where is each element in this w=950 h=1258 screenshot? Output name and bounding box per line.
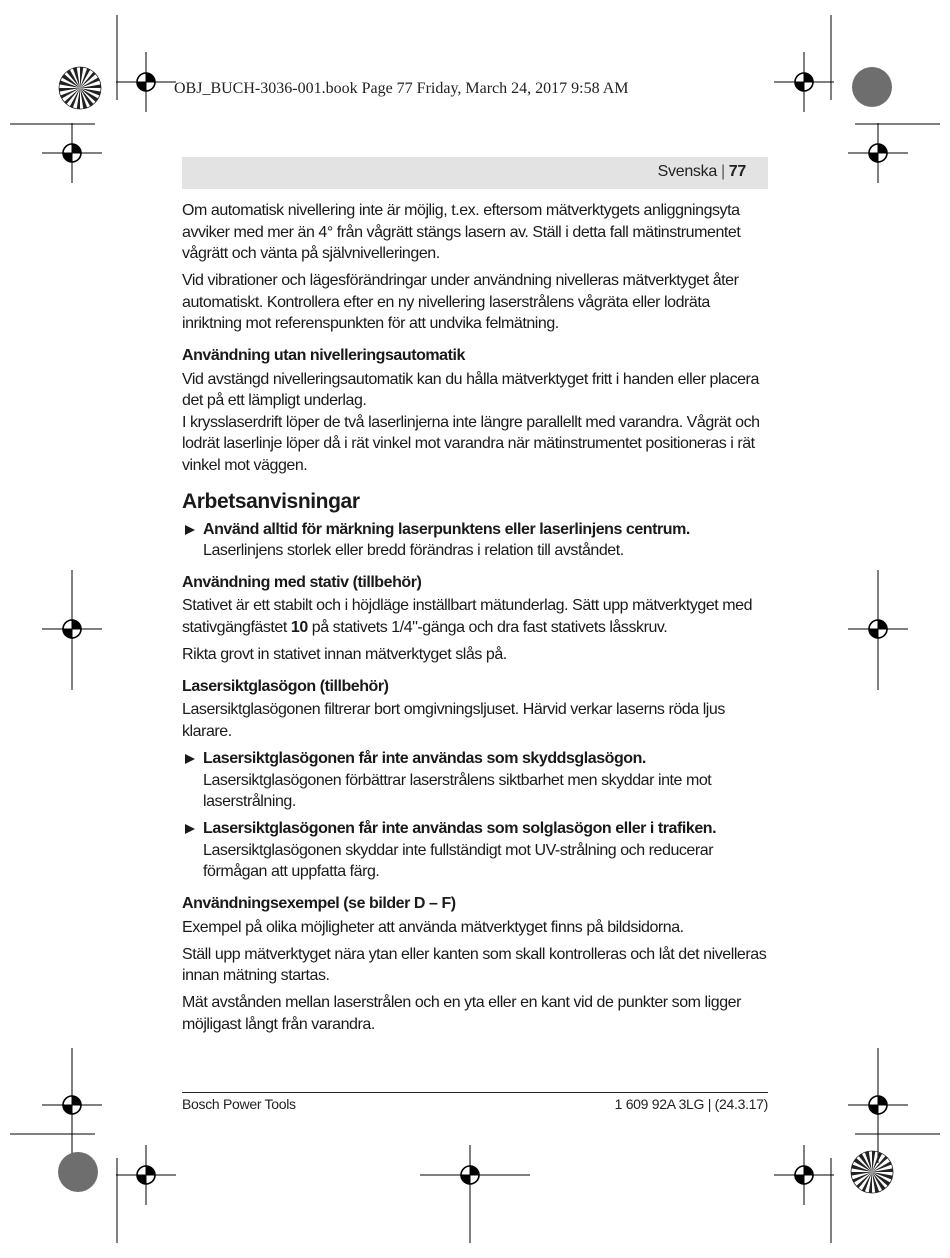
tripod-ref-number: 10: [290, 619, 308, 636]
footer-doc-id: 1 609 92A 3LG | (24.3.17): [614, 1096, 768, 1112]
header-text: [658, 163, 746, 181]
heading-work-instructions: Arbetsanvisningar: [182, 489, 360, 513]
bullet-arrow-icon: [185, 754, 195, 764]
heading-no-leveling: Användning utan nivelleringsautomatik: [182, 347, 465, 365]
bullet-glasses-1: [182, 748, 772, 813]
bullet-arrow-icon: [185, 824, 195, 834]
tripod-text-a: Stativet är ett stabilt och i höjdläge inställbart mätunderlag. Sätt upp mätverktyget med stativgängfästet: [182, 597, 753, 636]
intro-paragraph-1: Om automatisk nivellering inte är möjlig, t.ex. eftersom mätverktygets anliggningsyta avviker med mer än 4° från vågrätt stängs lasern av. Ställ i detta fall mätinstrumentet vågrätt och vänta på självnivelleringen.: [182, 202, 741, 263]
tripod-text-2: Rikta grovt in stativet innan mätverktyget slås på.: [182, 646, 507, 664]
examples-text-3: Mät avstånden mellan laserstrålen och en yta eller en kant vid de punkter som ligger möjligast långt från varandra.: [182, 994, 741, 1033]
examples-text-2: Ställ upp mätverktyget nära ytan eller kanten som skall kontrolleras och låt det nivelleras innan mätning startas.: [182, 945, 767, 985]
bullet-work-instruction: [182, 519, 772, 562]
footer-divider: [182, 1092, 768, 1093]
tripod-text-1: [182, 595, 772, 638]
bullet-bold-text: Lasersiktglasögonen får inte användas som solglasögon eller i trafiken.: [203, 820, 717, 838]
print-slug: OBJ_BUCH-3036-001.book Page 77 Friday, March 24, 2017 9:58 AM: [174, 80, 629, 97]
header-language: Svenska: [657, 163, 717, 180]
bullet-bold-text: Lasersiktglasögonen får inte användas som skyddsglasögon.: [203, 749, 646, 767]
page-number: 77: [728, 163, 746, 180]
no-leveling-text-2: I krysslaserdrift löper de två laserlinjerna inte längre parallellt med varandra. Vågrät och lodrät laserlinje löper då i rät vinkel mot varandra när mätinstrumentet positioneras i rät vinkel mot väggen.: [182, 413, 760, 475]
bullet-arrow-icon: [185, 525, 195, 535]
bullet-text: Lasersiktglasögonen förbättrar laserstrålens siktbarhet men skyddar inte mot laserstrålning.: [203, 771, 712, 811]
bullet-glasses-2: [182, 818, 772, 883]
page-header: [182, 157, 768, 189]
bullet-text: Laserlinjens storlek eller bredd förändras i relation till avståndet.: [203, 542, 624, 560]
bullet-text: Lasersiktglasögonen skyddar inte fullständigt mot UV-strålning och reducerar förmågan att uppfatta färg.: [203, 841, 714, 881]
heading-glasses: Lasersiktglasögon (tillbehör): [182, 677, 389, 695]
tripod-text-b: på stativets 1/4"-gänga och dra fast stativets låsskruv.: [307, 619, 668, 636]
heading-examples: Användningsexempel (se bilder D – F): [182, 895, 456, 913]
bullet-bold-text: Använd alltid för märkning laserpunktens eller laserlinjens centrum.: [203, 520, 690, 538]
header-separator: |: [720, 163, 725, 180]
no-leveling-text-1: Vid avstängd nivelleringsautomatik kan du hålla mätverktyget fritt i handen eller placera det på ett lämpligt underlag.: [182, 370, 759, 410]
page-body: [182, 200, 772, 1041]
heading-tripod: Användning med stativ (tillbehör): [182, 573, 422, 591]
footer-brand: Bosch Power Tools: [182, 1096, 296, 1112]
examples-text-1: Exempel på olika möjligheter att använda mätverktyget finns på bildsidorna.: [182, 918, 684, 936]
glasses-text: Lasersiktglasögonen filtrerar bort omgivningsljuset. Härvid verkar laserns röda ljus klarare.: [182, 701, 725, 740]
intro-paragraph-2: Vid vibrationer och lägesförändringar under användning nivelleras mätverktyget åter automatiskt. Kontrollera efter en ny nivellering laserstrålens vågräta eller lodräta inriktning mot referenspunkten för att undvika felmätning.: [182, 272, 739, 333]
